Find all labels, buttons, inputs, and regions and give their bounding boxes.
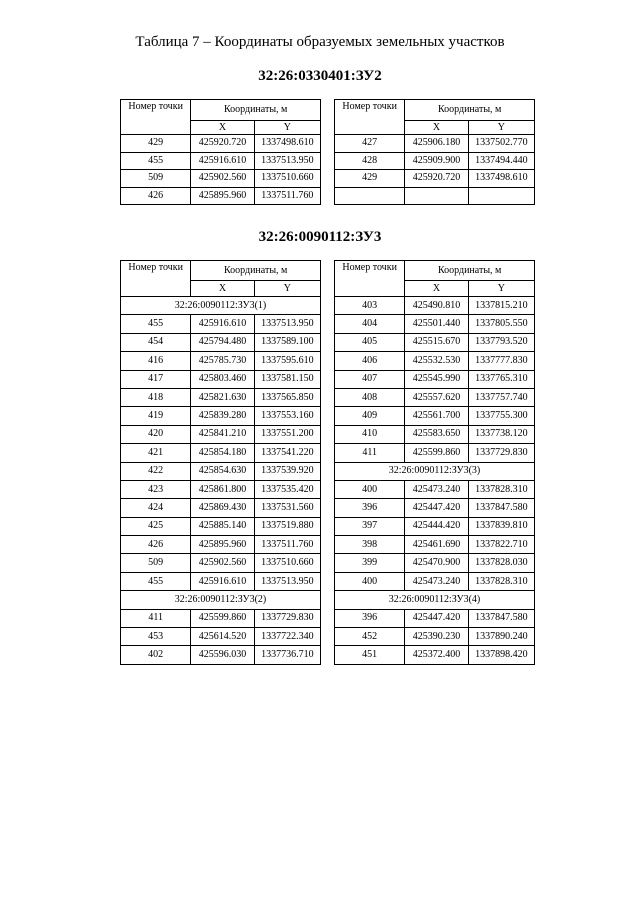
x-coordinate: 425895.960 <box>191 536 254 554</box>
table-row <box>335 297 535 315</box>
point-number: 397 <box>335 517 405 535</box>
x-coordinate: 425854.180 <box>191 444 254 462</box>
point-number: 400 <box>335 480 405 498</box>
x-coordinate: 425869.430 <box>191 499 254 517</box>
table-row <box>121 170 321 188</box>
x-coordinate: 425473.240 <box>405 480 468 498</box>
table-row <box>335 628 535 646</box>
point-number-header: Номер точки <box>121 261 191 297</box>
y-coordinate: 1337736.710 <box>254 646 320 664</box>
coordinates-header: Координаты, м <box>405 100 535 121</box>
point-number: 396 <box>335 609 405 627</box>
table-row <box>335 536 535 554</box>
y-coordinate: 1337553.160 <box>254 407 320 425</box>
point-number: 509 <box>121 170 191 188</box>
point-number: 422 <box>121 462 191 480</box>
y-header: Y <box>468 281 534 297</box>
x-coordinate: 425515.670 <box>405 333 468 351</box>
table-row <box>335 554 535 572</box>
table-row <box>121 388 321 406</box>
x-coordinate: 425561.700 <box>405 407 468 425</box>
x-coordinate: 425916.610 <box>191 152 254 170</box>
point-number: 408 <box>335 388 405 406</box>
table-row <box>121 572 321 590</box>
point-number: 404 <box>335 315 405 333</box>
point-number: 455 <box>121 572 191 590</box>
y-header: Y <box>254 281 320 297</box>
table-row <box>335 425 535 443</box>
y-coordinate: 1337847.580 <box>468 609 534 627</box>
y-coordinate: 1337494.440 <box>468 152 534 170</box>
point-number: 403 <box>335 297 405 315</box>
x-coordinate: 425821.630 <box>191 388 254 406</box>
x-coordinate: 425545.990 <box>405 370 468 388</box>
x-coordinate: 425501.440 <box>405 315 468 333</box>
table-row <box>121 444 321 462</box>
x-coordinate: 425532.530 <box>405 352 468 370</box>
x-coordinate: 425803.460 <box>191 370 254 388</box>
y-coordinate: 1337890.240 <box>468 628 534 646</box>
table-caption: Таблица 7 – Координаты образуемых земельных участков <box>135 34 505 50</box>
y-coordinate: 1337519.880 <box>254 517 320 535</box>
coordinates-header: Координаты, м <box>405 261 535 281</box>
table-row <box>121 499 321 517</box>
x-coordinate: 425447.420 <box>405 499 468 517</box>
x-coordinate: 425372.400 <box>405 646 468 664</box>
table-row <box>121 554 321 572</box>
y-coordinate: 1337828.310 <box>468 480 534 498</box>
table-row <box>121 646 321 664</box>
y-coordinate: 1337722.340 <box>254 628 320 646</box>
y-coordinate: 1337541.220 <box>254 444 320 462</box>
point-number: 406 <box>335 352 405 370</box>
point-number-header: Номер точки <box>121 100 191 135</box>
y-coordinate: 1337839.810 <box>468 517 534 535</box>
table-row <box>335 370 535 388</box>
coords-table-zu2-left <box>120 99 321 205</box>
section-label: 32:26:0090112:ЗУ3(3) <box>335 462 535 480</box>
point-number: 416 <box>121 352 191 370</box>
y-coordinate: 1337765.310 <box>468 370 534 388</box>
table-row <box>335 170 535 188</box>
coordinates-header: Координаты, м <box>191 100 321 121</box>
table-row <box>121 536 321 554</box>
table-row <box>121 152 321 170</box>
point-number: 402 <box>121 646 191 664</box>
point-number: 396 <box>335 499 405 517</box>
x-coordinate: 425885.140 <box>191 517 254 535</box>
x-coordinate: 425447.420 <box>405 609 468 627</box>
table-row <box>121 333 321 351</box>
table-row <box>335 499 535 517</box>
y-coordinate: 1337581.150 <box>254 370 320 388</box>
table-row <box>335 187 535 205</box>
section-row <box>121 591 321 609</box>
x-coordinate: 425490.810 <box>405 297 468 315</box>
x-coordinate: 425473.240 <box>405 572 468 590</box>
y-coordinate: 1337729.830 <box>254 609 320 627</box>
table-row <box>121 462 321 480</box>
point-number: 426 <box>121 187 191 205</box>
y-coordinate: 1337551.200 <box>254 425 320 443</box>
coords-table-zu3-right <box>334 260 535 665</box>
point-number: 425 <box>121 517 191 535</box>
x-coordinate: 425920.720 <box>405 170 468 188</box>
point-number: 509 <box>121 554 191 572</box>
table-row <box>335 152 535 170</box>
point-number: 428 <box>335 152 405 170</box>
point-number: 423 <box>121 480 191 498</box>
x-coordinate: 425920.720 <box>191 135 254 153</box>
table-row <box>335 407 535 425</box>
y-coordinate: 1337738.120 <box>468 425 534 443</box>
point-number: 429 <box>335 170 405 188</box>
y-header: Y <box>468 121 534 135</box>
x-header: X <box>405 121 468 135</box>
x-coordinate: 425902.560 <box>191 554 254 572</box>
table-row <box>335 352 535 370</box>
x-coordinate <box>405 187 468 205</box>
table-row <box>335 135 535 153</box>
y-coordinate: 1337757.740 <box>468 388 534 406</box>
table-row <box>335 572 535 590</box>
y-coordinate: 1337498.610 <box>468 170 534 188</box>
y-coordinate: 1337511.760 <box>254 536 320 554</box>
x-coordinate: 425557.620 <box>405 388 468 406</box>
section-label: 32:26:0090112:ЗУ3(1) <box>121 297 321 315</box>
y-coordinate: 1337511.760 <box>254 187 320 205</box>
y-coordinate: 1337513.950 <box>254 315 320 333</box>
table-row <box>335 444 535 462</box>
coords-table-zu3-left <box>120 260 321 665</box>
x-coordinate: 425599.860 <box>191 609 254 627</box>
table-row <box>121 370 321 388</box>
table-row <box>121 407 321 425</box>
header-row <box>335 100 535 121</box>
y-coordinate: 1337595.610 <box>254 352 320 370</box>
parcel-heading-zu3: 32:26:0090112:ЗУ3 <box>258 229 382 245</box>
point-number: 455 <box>121 152 191 170</box>
point-number: 409 <box>335 407 405 425</box>
point-number: 405 <box>335 333 405 351</box>
x-coordinate: 425906.180 <box>405 135 468 153</box>
x-coordinate: 425785.730 <box>191 352 254 370</box>
table-row <box>121 135 321 153</box>
table-row <box>121 609 321 627</box>
table-row <box>335 333 535 351</box>
table-row <box>335 388 535 406</box>
x-coordinate: 425470.900 <box>405 554 468 572</box>
x-coordinate: 425916.610 <box>191 315 254 333</box>
x-coordinate: 425444.420 <box>405 517 468 535</box>
y-coordinate: 1337822.710 <box>468 536 534 554</box>
table-row <box>121 187 321 205</box>
x-coordinate: 425583.650 <box>405 425 468 443</box>
point-number: 454 <box>121 333 191 351</box>
y-coordinate: 1337777.830 <box>468 352 534 370</box>
table-row <box>335 609 535 627</box>
point-number: 400 <box>335 572 405 590</box>
point-number-header: Номер точки <box>335 100 405 135</box>
y-coordinate: 1337729.830 <box>468 444 534 462</box>
table-row <box>121 425 321 443</box>
x-header: X <box>191 121 254 135</box>
section-row <box>121 297 321 315</box>
point-number: 411 <box>121 609 191 627</box>
point-number: 411 <box>335 444 405 462</box>
section-label: 32:26:0090112:ЗУ3(2) <box>121 591 321 609</box>
point-number: 407 <box>335 370 405 388</box>
y-coordinate: 1337898.420 <box>468 646 534 664</box>
y-coordinate: 1337589.100 <box>254 333 320 351</box>
table-row <box>335 480 535 498</box>
section-row <box>335 462 535 480</box>
y-coordinate: 1337755.300 <box>468 407 534 425</box>
point-number: 417 <box>121 370 191 388</box>
y-coordinate: 1337815.210 <box>468 297 534 315</box>
y-coordinate: 1337510.660 <box>254 554 320 572</box>
x-coordinate: 425599.860 <box>405 444 468 462</box>
y-coordinate: 1337805.550 <box>468 315 534 333</box>
y-coordinate: 1337565.850 <box>254 388 320 406</box>
x-coordinate: 425839.280 <box>191 407 254 425</box>
point-number: 424 <box>121 499 191 517</box>
point-number: 410 <box>335 425 405 443</box>
x-header: X <box>405 281 468 297</box>
y-coordinate: 1337828.030 <box>468 554 534 572</box>
table-row <box>335 517 535 535</box>
y-header: Y <box>254 121 320 135</box>
point-number: 453 <box>121 628 191 646</box>
point-number: 455 <box>121 315 191 333</box>
table-row <box>121 352 321 370</box>
y-coordinate: 1337828.310 <box>468 572 534 590</box>
point-number-header: Номер точки <box>335 261 405 297</box>
point-number: 452 <box>335 628 405 646</box>
y-coordinate: 1337513.950 <box>254 152 320 170</box>
y-coordinate: 1337847.580 <box>468 499 534 517</box>
point-number: 398 <box>335 536 405 554</box>
point-number: 399 <box>335 554 405 572</box>
point-number: 451 <box>335 646 405 664</box>
point-number: 421 <box>121 444 191 462</box>
parcel-heading-zu2: 32:26:0330401:ЗУ2 <box>258 68 382 84</box>
y-coordinate <box>468 187 534 205</box>
point-number: 426 <box>121 536 191 554</box>
point-number: 420 <box>121 425 191 443</box>
header-row <box>121 100 321 121</box>
y-coordinate: 1337513.950 <box>254 572 320 590</box>
x-coordinate: 425596.030 <box>191 646 254 664</box>
table-row <box>335 646 535 664</box>
x-coordinate: 425916.610 <box>191 572 254 590</box>
table-row <box>121 628 321 646</box>
coordinates-header: Координаты, м <box>191 261 321 281</box>
coords-table-zu2-right <box>334 99 535 205</box>
x-coordinate: 425902.560 <box>191 170 254 188</box>
y-coordinate: 1337510.660 <box>254 170 320 188</box>
section-label: 32:26:0090112:ЗУ3(4) <box>335 591 535 609</box>
section-row <box>335 591 535 609</box>
table-row <box>121 480 321 498</box>
y-coordinate: 1337539.920 <box>254 462 320 480</box>
x-coordinate: 425841.210 <box>191 425 254 443</box>
table-row <box>121 517 321 535</box>
point-number: 429 <box>121 135 191 153</box>
x-coordinate: 425895.960 <box>191 187 254 205</box>
point-number: 419 <box>121 407 191 425</box>
y-coordinate: 1337531.560 <box>254 499 320 517</box>
x-coordinate: 425909.900 <box>405 152 468 170</box>
x-coordinate: 425861.800 <box>191 480 254 498</box>
table-row <box>121 315 321 333</box>
point-number: 427 <box>335 135 405 153</box>
x-header: X <box>191 281 254 297</box>
y-coordinate: 1337498.610 <box>254 135 320 153</box>
x-coordinate: 425461.690 <box>405 536 468 554</box>
table-row <box>335 315 535 333</box>
y-coordinate: 1337502.770 <box>468 135 534 153</box>
x-coordinate: 425854.630 <box>191 462 254 480</box>
x-coordinate: 425390.230 <box>405 628 468 646</box>
y-coordinate: 1337793.520 <box>468 333 534 351</box>
point-number <box>335 187 405 205</box>
x-coordinate: 425794.480 <box>191 333 254 351</box>
header-row <box>121 261 321 281</box>
header-row <box>335 261 535 281</box>
x-coordinate: 425614.520 <box>191 628 254 646</box>
point-number: 418 <box>121 388 191 406</box>
y-coordinate: 1337535.420 <box>254 480 320 498</box>
